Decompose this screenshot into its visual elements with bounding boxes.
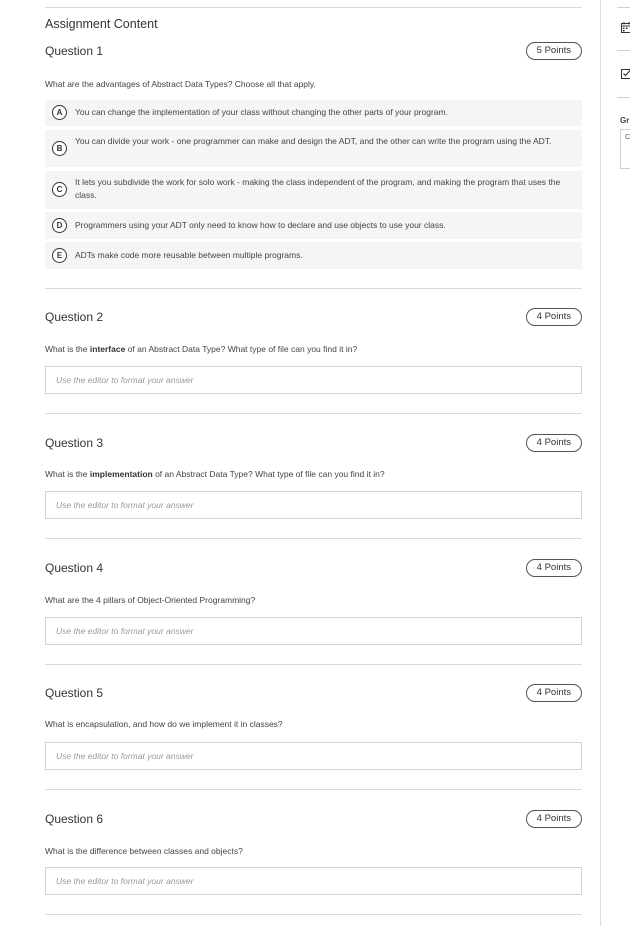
- option-letter[interactable]: E: [52, 248, 67, 263]
- question-divider: [45, 413, 582, 414]
- question-header: [45, 434, 582, 454]
- points-badge: 4 Points: [526, 308, 582, 326]
- option-text[interactable]: You can change the implementation of your class without changing the other parts of your program.: [75, 107, 448, 117]
- option-text[interactable]: It lets you subdivide the work for solo work - making the class independent of the program, and making the program that uses the class.: [75, 177, 561, 200]
- points-badge: 5 Points: [526, 42, 582, 60]
- answer-option-a[interactable]: [45, 100, 582, 126]
- question-header: [45, 684, 582, 704]
- question-divider: [45, 664, 582, 665]
- option-letter[interactable]: A: [52, 105, 67, 120]
- option-letter[interactable]: B: [52, 141, 67, 156]
- prompt-text: What is the: [45, 344, 90, 354]
- question-title: Question 5: [45, 686, 104, 700]
- sidebar-box[interactable]: [620, 129, 630, 169]
- answer-option-d[interactable]: [45, 212, 582, 239]
- question-header: [45, 559, 582, 579]
- question-divider: [45, 538, 582, 539]
- question-6: [45, 810, 582, 900]
- sidebar-divider: [617, 7, 630, 8]
- answer-editor[interactable]: Use the editor to format your answer: [45, 491, 582, 519]
- question-header: [45, 810, 582, 830]
- question-title: Question 3: [45, 436, 104, 450]
- option-text[interactable]: You can divide your work - one programmer can make and design the ADT, and the other can write the program using the ADT.: [75, 136, 552, 146]
- calendar-icon[interactable]: [621, 22, 630, 33]
- checkbox-icon[interactable]: [621, 68, 630, 79]
- points-badge: 4 Points: [526, 810, 582, 828]
- question-title: Question 4: [45, 561, 104, 575]
- question-header: [45, 42, 582, 62]
- question-header: [45, 308, 582, 328]
- option-text[interactable]: ADTs make code more reusable between multiple programs.: [75, 250, 303, 260]
- sidebar-divider: [617, 97, 630, 98]
- answer-option-e[interactable]: [45, 242, 582, 269]
- question-title: Question 6: [45, 812, 104, 826]
- answer-editor[interactable]: Use the editor to format your answer: [45, 742, 582, 770]
- prompt-text: of an Abstract Data Type? What type of file can you find it in?: [152, 469, 385, 479]
- question-divider: [45, 288, 582, 289]
- sidebar-label: Gr: [620, 116, 630, 125]
- question-prompt: [45, 469, 385, 479]
- question-prompt: What are the advantages of Abstract Data Types? Choose all that apply.: [45, 79, 316, 89]
- points-badge: 4 Points: [526, 434, 582, 452]
- question-prompt: What is encapsulation, and how do we implement it in classes?: [45, 719, 283, 729]
- answer-editor[interactable]: Use the editor to format your answer: [45, 867, 582, 895]
- question-prompt: What is the difference between classes and objects?: [45, 846, 243, 856]
- option-text[interactable]: Programmers using your ADT only need to know how to declare and use objects to use your class.: [75, 220, 446, 230]
- option-letter[interactable]: D: [52, 218, 67, 233]
- option-letter[interactable]: C: [52, 182, 67, 197]
- answer-editor[interactable]: Use the editor to format your answer: [45, 617, 582, 645]
- question-prompt: [45, 344, 357, 354]
- question-divider: [45, 789, 582, 790]
- sidebar-box-text: C: [625, 134, 630, 141]
- question-4: [45, 559, 582, 649]
- sidebar-divider: [617, 50, 630, 51]
- top-divider: [45, 7, 582, 8]
- sidebar-border: [600, 0, 601, 926]
- points-badge: 4 Points: [526, 684, 582, 702]
- prompt-bold: interface: [89, 344, 126, 354]
- question-prompt: What are the 4 pillars of Object-Oriented Programming?: [45, 595, 256, 605]
- prompt-text: of an Abstract Data Type? What type of file can you find it in?: [125, 344, 358, 354]
- answer-editor[interactable]: Use the editor to format your answer: [45, 366, 582, 394]
- question-5: [45, 684, 582, 774]
- answer-option-b[interactable]: [45, 130, 582, 167]
- answer-option-c[interactable]: [45, 171, 582, 209]
- prompt-text: What is the: [45, 469, 90, 479]
- question-1: [45, 42, 582, 272]
- section-title: Assignment Content: [45, 17, 158, 31]
- question-title: Question 1: [45, 44, 104, 58]
- question-title: Question 2: [45, 310, 104, 324]
- points-badge: 4 Points: [526, 559, 582, 577]
- prompt-bold: implementation: [89, 469, 153, 479]
- question-2: [45, 308, 582, 398]
- question-3: [45, 434, 582, 524]
- question-divider: [45, 914, 582, 915]
